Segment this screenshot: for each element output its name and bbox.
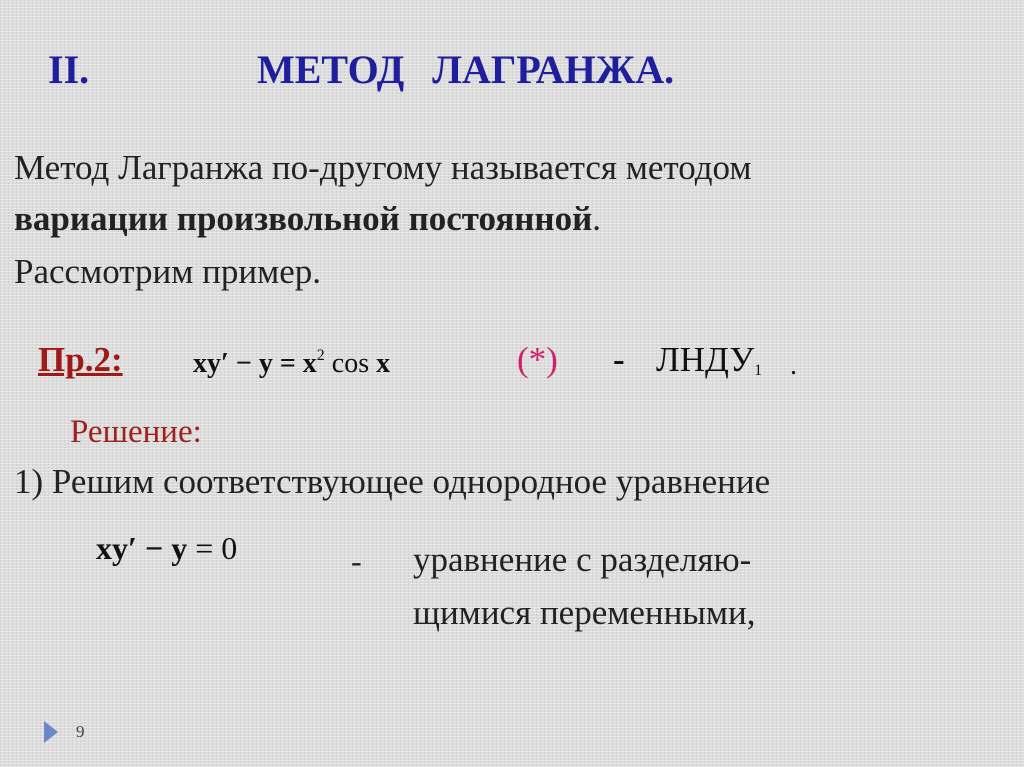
equation-lhs: xy′ − y = x [193, 348, 317, 379]
equation-type-sub: 1 [754, 362, 763, 379]
equation-type-text: ЛНДУ [656, 340, 755, 379]
homogeneous-description-line-2: щимися переменными, [413, 593, 756, 632]
equation-mark: (*) [517, 340, 558, 379]
solution-label: Решение: [70, 414, 202, 450]
intro-period: . [592, 199, 602, 238]
next-slide-arrow-icon[interactable] [44, 721, 58, 743]
example-equation [193, 348, 390, 380]
homogeneous-dash: - [351, 543, 362, 579]
homogeneous-rhs: = 0 [187, 530, 238, 566]
homogeneous-lhs: xy′ − y [96, 530, 188, 566]
equation-type [656, 340, 762, 380]
equation-x: x [376, 348, 391, 379]
equation-dash: - [613, 340, 625, 379]
homogeneous-description-line-1: уравнение с разделяю- [413, 540, 752, 579]
intro-line-1: Метод Лагранжа по-другому называется методом [14, 148, 752, 187]
slide-title: МЕТОД ЛАГРАНЖА. [257, 47, 675, 92]
section-number: II. [48, 47, 90, 92]
equation-cos: cos [324, 348, 377, 379]
solution-step-1: 1) Решим соответствующее однородное уравнение [14, 462, 771, 501]
intro-bold-term: вариации произвольной постоянной [14, 199, 593, 238]
intro-line-3: Рассмотрим пример. [14, 252, 322, 291]
page-number: 9 [76, 722, 85, 741]
equation-exponent: 2 [316, 347, 325, 364]
example-label: Пр.2: [38, 340, 123, 379]
homogeneous-equation [96, 530, 237, 567]
intro-line-2 [14, 199, 601, 239]
equation-type-dot: . [790, 350, 797, 381]
